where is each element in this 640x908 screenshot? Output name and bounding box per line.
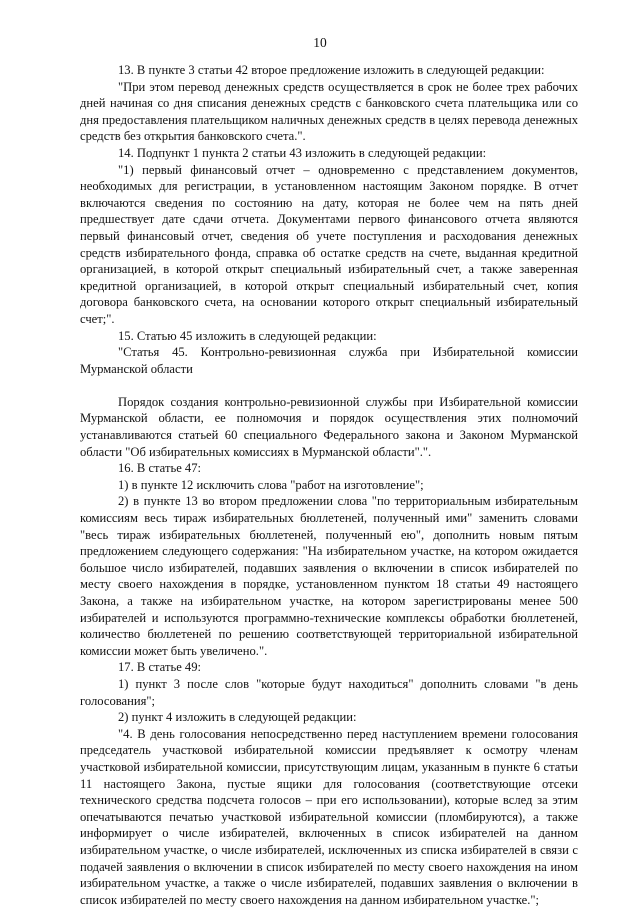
document-body (80, 62, 578, 908)
paragraph-item-16: 16. В статье 47: (118, 461, 202, 476)
paragraph-quote-article-49-point-4: "4. В день голосования непосредственно перед наступлением времени голосования председатель участковой избирательной комиссии предъявляет к осмотру членам участковой избирательной комиссии, присутствующим лицам, указанным в пункте 6 статьи 11 настоящего Закона, пустые ящики для голосования (соответствующие отсеки технического средства подсчета голосов – при его использовании), которые вслед за этим опечатываются печатью участковой избирательной комиссии (пломбируются), а также информирует о числе избирателей, включенных в список избирателей на данном избирательном участке, о числе избирателей, исключенных из списка избирателей в связи с подачей заявления о включении в список избирателей по месту своего нахождения на ином избирательном участке, а также о числе избирателей, подавших заявления о включении в список избирателей по месту своего нахождения на данном избирательном участке."; (80, 726, 578, 907)
paragraph-article-45-heading: "Статья 45. Контрольно-ревизионная служба при Избирательной комиссии Мурманской области (80, 345, 578, 376)
paragraph-item-16-sub-2: 2) в пункте 13 во втором предложении слова "по территориальным избирательным комиссиям весь тираж избирательных бюллетеней, полученный ими" заменить словами "весь тираж избирательных бюллетеней, полученный ею", дополнить новым пятым предложением следующего содержания: "На избирательном участке, на котором ожидается большое число избирателей, подавших заявления о включении в список избирателей по месту своего нахождения в порядке, установленном пунктом 18 статьи 49 настоящего Закона, а также на избирательном участке, на котором зарегистрированы менее 500 избирателей и используются программно-технические комплексы обработки бюллетеней, количество бюллетеней по решению соответствующей территориальной избирательной комиссии может быть увеличено.". (80, 494, 578, 658)
paragraph-article-45-body: Порядок создания контрольно-ревизионной службы при Избирательной комиссии Мурманской области, ее полномочия и порядок осуществления этих полномочий устанавливаются статьей 60 специального Федерального закона и Законом Мурманской области "Об избирательных комиссиях в Мурманской области".". (80, 394, 578, 459)
paragraph-item-14: 14. Подпункт 1 пункта 2 статьи 43 изложить в следующей редакции: (118, 145, 487, 160)
paragraph-item-17-sub-2: 2) пункт 4 изложить в следующей редакции: (118, 710, 357, 725)
paragraph-item-17: 17. В статье 49: (118, 660, 202, 675)
paragraph-quote-article-42: "При этом перевод денежных средств осуществляется в срок не более трех рабочих дней начиная со дня списания денежных средств с банковского счета плательщика или со дня предоставления плательщиком наличных денежных средств в целях перевода денежных средств без открытия банковского счета.". (80, 79, 578, 144)
page-number: 10 (313, 35, 327, 50)
paragraph-item-13: 13. В пункте 3 статьи 42 второе предложение изложить в следующей редакции: (118, 63, 545, 77)
paragraph-item-16-sub-1: 1) в пункте 12 исключить слова "работ на изготовление"; (118, 477, 424, 492)
paragraph-item-15: 15. Статью 45 изложить в следующей редакции: (118, 328, 377, 343)
paragraph-quote-article-43: "1) первый финансовый отчет – одновременно с представлением документов, необходимых для регистрации, в установленном настоящим Законом порядке. В отчет включаются сведения по состоянию на дату, которая не более чем на пять дней предшествует дате сдачи отчета. Документами первого финансового отчета являются первый финансовый отчет, сведения об учете поступления и расходования денежных средств избирательного фонда, справка об остатке средств на счете, выданная кредитной организацией, в которой открыт специальный избирательный счет, а также заверенная кредитной организацией, в которой открыт специальный избирательный счет, копия договора банковского счета, на основании которого открыт специальный избирательный счет;". (80, 162, 578, 326)
paragraph-item-17-sub-1: 1) пункт 3 после слов "которые будут находиться" дополнить словами "в день голосования"; (80, 676, 578, 708)
